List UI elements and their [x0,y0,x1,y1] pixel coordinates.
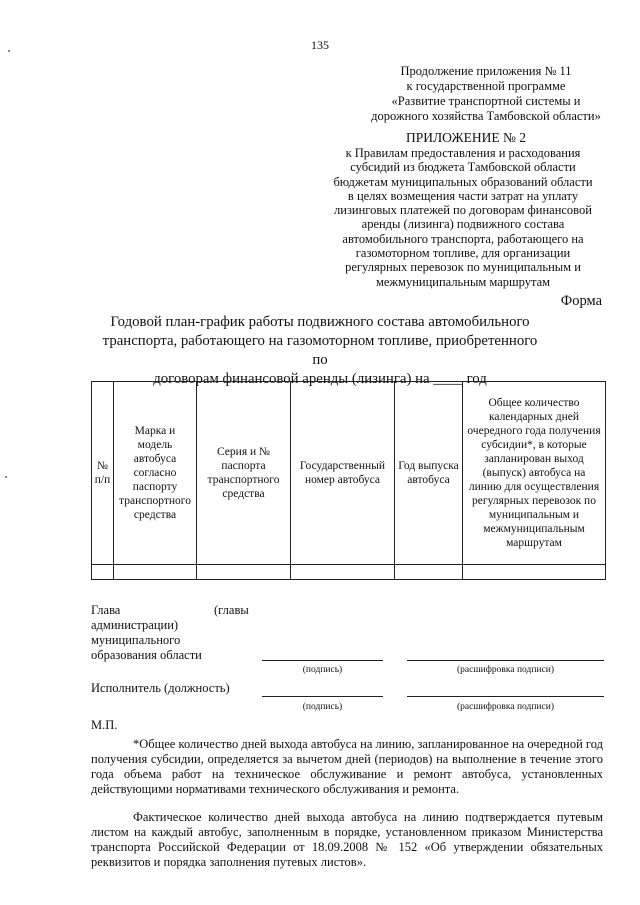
footnote-paragraph: *Общее количество дней выхода автобуса на линию, запланированное на очередной год получения субсидии, определяется за вычетом дней (периодов) на выполнение в течение этого года объема работ на техническое обслуживание и ремонт автобуса, установленных действующими нормативами технического обслуживания и ремонта. [91,737,603,796]
appendix-line: межмуниципальным маршрутам [375,274,551,289]
signature-caption: (подпись) [302,665,343,675]
head-label-line: администрации) [91,618,179,632]
scan-speck [5,476,7,478]
executor-label: Исполнитель (должность) [91,681,230,695]
header-cell-passport: Серия и № паспорта транспортного средства [197,382,291,565]
appendix-line: автомобильного транспорта, работающего на [342,231,584,246]
table-cell[interactable] [395,565,463,580]
decoding-caption: (расшифровка подписи) [457,702,554,712]
appendix-line: лизинговых платежей по договорам финансовой [334,203,592,218]
appendix-line: субсидий из бюджета Тамбовской области [350,160,576,175]
table-cell[interactable] [92,565,114,580]
continuation-note [370,64,602,124]
page-number: 135 [311,38,329,52]
continuation-line: дорожного хозяйства Тамбовской области» [371,109,601,123]
header-cell-year: Год выпуска автобуса [395,382,463,565]
head-signature-line[interactable] [262,660,383,661]
stamp-label: М.П. [91,718,118,732]
appendix-line: в целях возмещения части затрат на уплату [347,188,579,203]
head-label [91,603,261,663]
appendix-line: газомоторном топливе, для организации [355,246,571,261]
appendix-line: к Правилам предоставления и расходования [345,146,581,160]
appendix-subtitle [322,146,604,289]
table-row [92,565,606,580]
scan-speck [8,50,10,52]
appendix-line: аренды (лизинга) подвижного состава [361,217,565,232]
head-label-line: Глава [91,603,121,617]
header-cell-days: Общее количество календарных дней очередного года получения субсидии*, в которые запланирован выход (выпуск) автобуса на линию для осуществления регулярных перевозок по муниципальным и межмуниципальным маршрутам [463,382,606,565]
header-cell-model: Марка и модель автобуса согласно паспорту транспортного средства [114,382,197,565]
signature-caption: (подпись) [302,702,343,712]
executor-signature-line[interactable] [262,696,383,697]
table-cell[interactable] [197,565,291,580]
header-cell-number: № п/п [92,382,114,565]
form-label: Форма [560,293,602,309]
table-header-row [92,382,606,565]
appendix-title: ПРИЛОЖЕНИЕ № 2 [405,130,527,145]
appendix-line: регулярных перевозок по муниципальным и [345,260,581,275]
form-title [100,313,540,389]
table-cell[interactable] [463,565,606,580]
appendix-line: бюджетам муниципальных образований области [333,174,593,189]
head-label-line: муниципального [91,633,181,647]
continuation-line: Продолжение приложения № 11 [400,64,572,78]
table-cell[interactable] [291,565,395,580]
continuation-line: к государственной программе [406,79,566,93]
schedule-table [91,381,606,580]
table-cell[interactable] [114,565,197,580]
continuation-line: «Развитие транспортной системы и [391,94,581,108]
form-title-line: транспорта, работающего на газомоторном топливе, приобретенного по [102,333,538,368]
executor-decoding-line[interactable] [407,696,604,697]
header-cell-plate: Государственный номер автобуса [291,382,395,565]
head-decoding-line[interactable] [407,660,604,661]
form-title-line: договорам финансовой аренды (лизинга) на ____ год [153,371,487,387]
form-title-line: Годовой план-график работы подвижного состава автомобильного [110,314,530,330]
footnote-paragraph: Фактическое количество дней выхода автобуса на линию подтверждается путевым листом на каждый автобус, заполненным в порядке, установленном приказом Министерства транспорта Российской Федерации от 18.09.2008 № 152 «Об утверждении обязательных реквизитов и порядка заполнения путевых листов». [91,810,603,869]
decoding-caption: (расшифровка подписи) [457,665,554,675]
head-label-line: образования области [91,648,202,662]
head-label-line: (главы [214,603,249,617]
